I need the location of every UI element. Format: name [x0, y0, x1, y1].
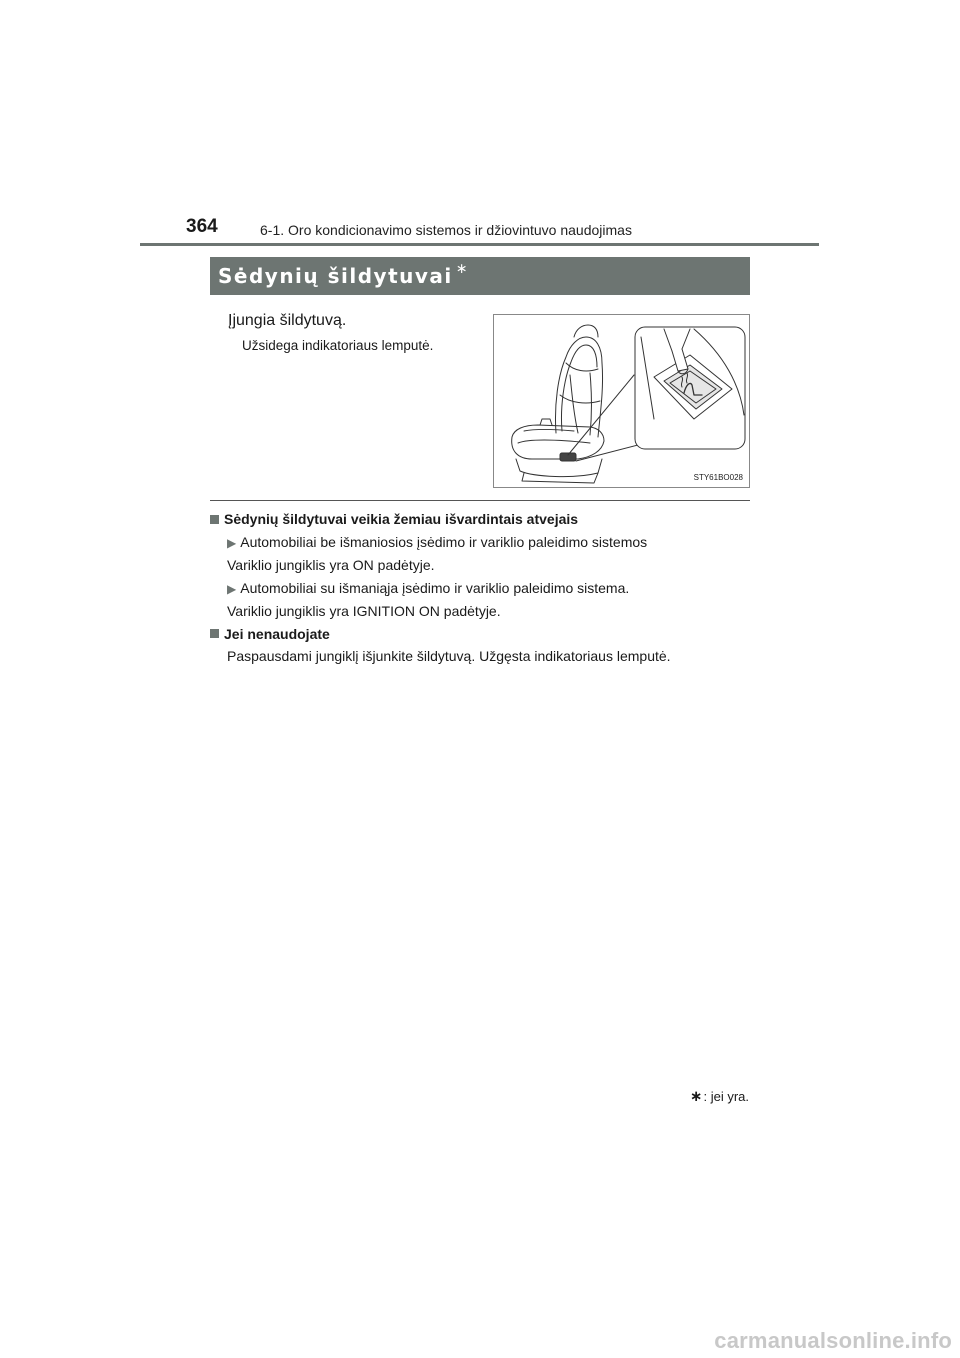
figure-code: STY61BO028	[693, 473, 743, 482]
note-body: Variklio jungiklis yra ON padėtyje.	[227, 557, 435, 573]
watermark: carmanualsonline.info	[714, 1328, 952, 1353]
note-case	[210, 577, 770, 601]
note-heading-text: Sėdynių šildytuvai veikia žemiau išvardintais atvejais	[224, 511, 579, 527]
note-body: Paspausdami jungiklį išjunkite šildytuvą. Užgęsta indikatoriaus lemputė.	[227, 648, 671, 664]
seat-heater-figure	[493, 314, 750, 488]
seat-heater-illustration-icon	[494, 315, 750, 488]
step-text: Įjungia šildytuvą.	[228, 312, 347, 329]
section-header	[210, 257, 750, 295]
footnote	[690, 1087, 749, 1105]
note-case-text: Automobiliai be išmaniosios įsėdimo ir variklio paleidimo sistemos	[240, 533, 648, 550]
note-heading-operation	[210, 508, 770, 531]
section-asterisk: ∗	[455, 259, 468, 276]
note-body: Variklio jungiklis yra IGNITION ON padėtyje.	[227, 603, 501, 619]
section-title: Sėdynių šildytuvai	[218, 264, 453, 288]
note-heading-unused	[210, 623, 770, 646]
note-heading-text: Jei nenaudojate	[224, 625, 330, 642]
square-bullet-icon	[210, 629, 219, 638]
section-divider	[210, 500, 750, 501]
footnote-text: : jei yra.	[703, 1088, 749, 1104]
step-subtext: Užsidega indikatoriaus lemputė.	[242, 338, 434, 353]
note-case-text: Automobiliai su išmaniąja įsėdimo ir variklio paleidimo sistema.	[240, 579, 630, 596]
triangle-bullet-icon: ▶	[227, 581, 237, 596]
chapter-title: 6-1. Oro kondicionavimo sistemos ir džiovintuvo naudojimas	[260, 222, 632, 238]
page-number: 364	[186, 216, 218, 237]
footnote-star: ∗	[689, 1088, 703, 1105]
notes	[210, 508, 770, 668]
note-case	[210, 531, 770, 555]
header-rule	[140, 243, 819, 246]
triangle-bullet-icon: ▶	[227, 535, 237, 550]
square-bullet-icon	[210, 515, 219, 524]
